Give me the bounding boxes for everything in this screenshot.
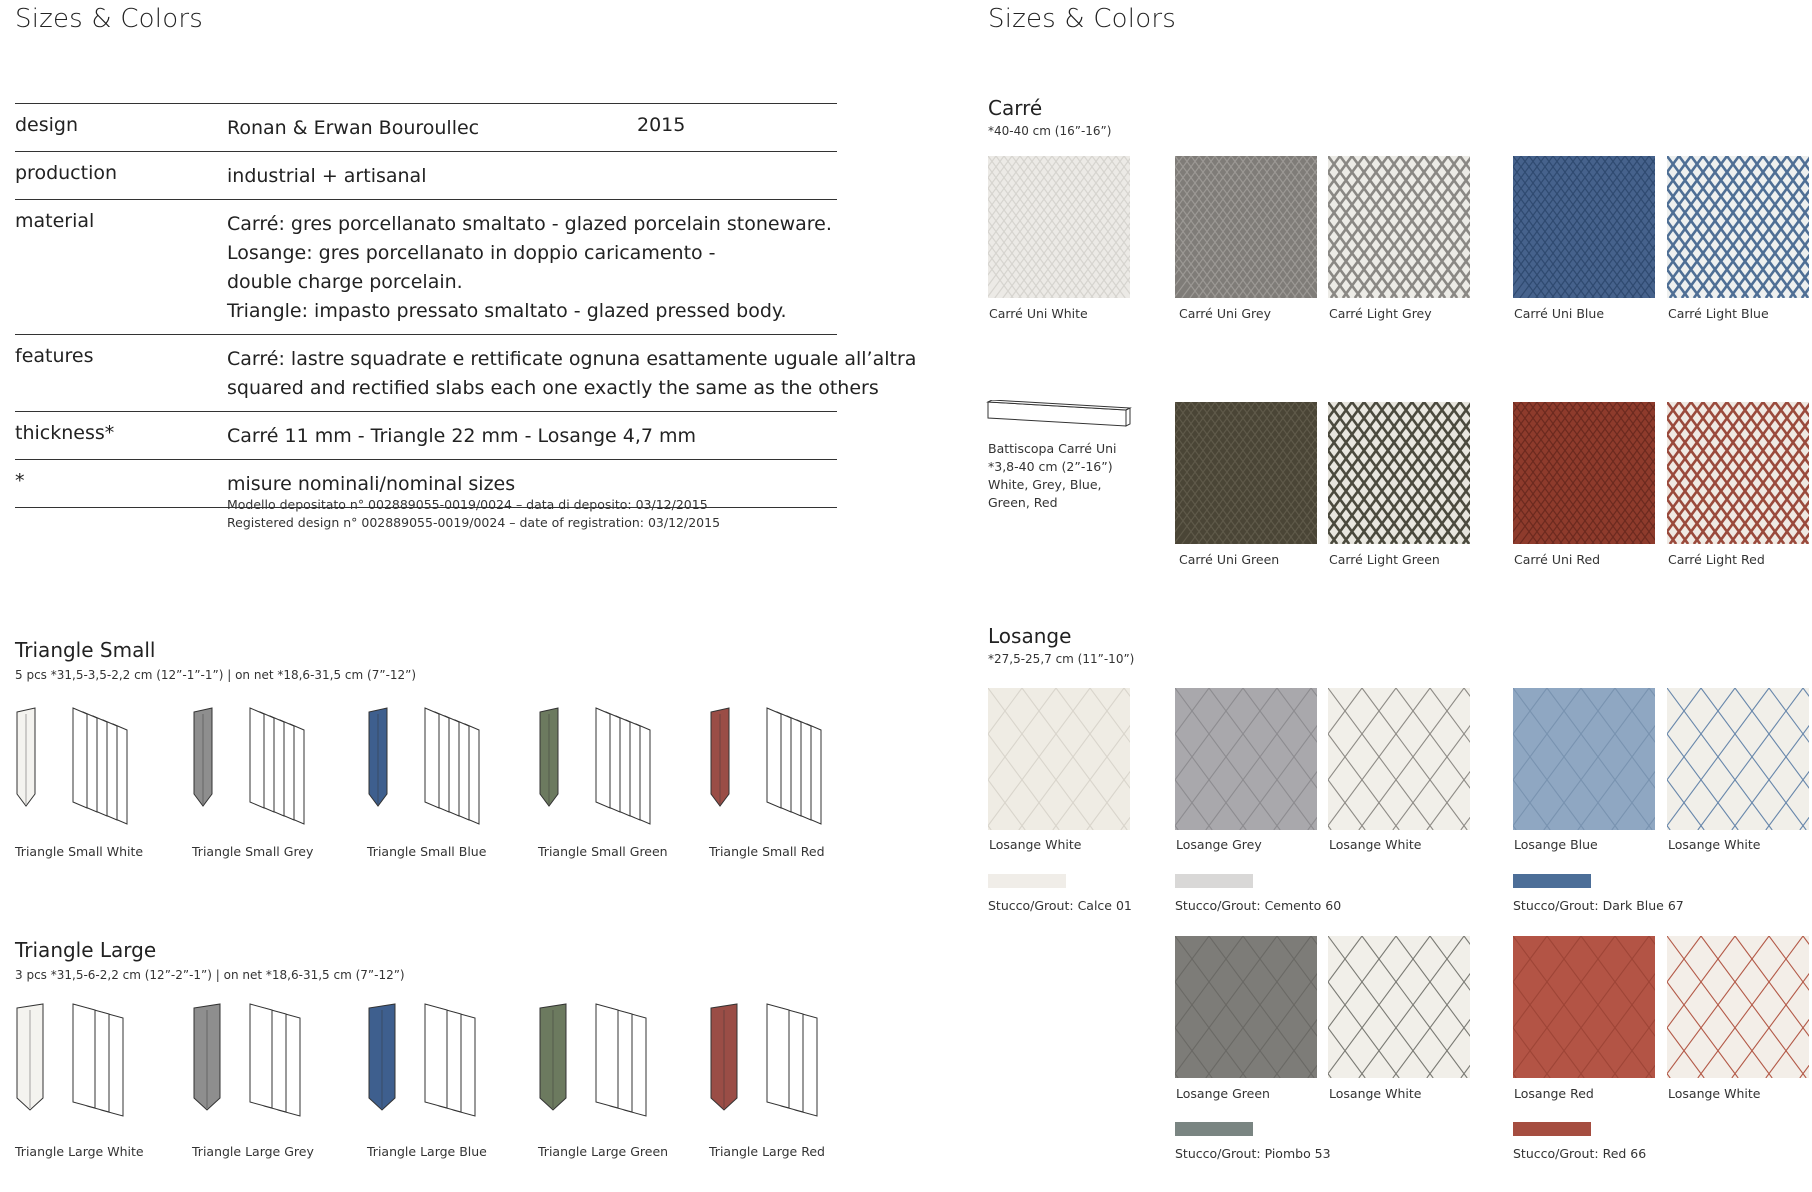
- grout-color-swatch: [1175, 1122, 1253, 1136]
- carre-subtitle: *40-40 cm (16”-16”): [988, 124, 1112, 138]
- grout-color-swatch: [1513, 874, 1591, 888]
- carre-tile-label: Carré Uni White: [989, 306, 1088, 321]
- spec-value: double charge porcelain.: [227, 271, 463, 293]
- triangle-small-title: Triangle Small: [15, 638, 156, 662]
- carre-tile: [988, 156, 1130, 298]
- triangle-product-image: [538, 706, 688, 836]
- spec-label: production: [15, 162, 118, 184]
- losange-tile-label: Losange White: [1668, 837, 1761, 852]
- losange-tile-label: Losange White: [1329, 1086, 1422, 1101]
- losange-tile-label: Losange Grey: [1176, 837, 1262, 852]
- losange-tile: [1175, 936, 1317, 1078]
- triangle-large-subtitle: 3 pcs *31,5-6-2,2 cm (12”-2”-1”) | on net *18,6-31,5 cm (7”-12”): [15, 968, 405, 982]
- skirting-line: Green, Red: [988, 495, 1058, 510]
- triangle-product-image: [15, 1002, 165, 1132]
- skirting-line: *3,8-40 cm (2”-16”): [988, 459, 1113, 474]
- triangle-product-image: [709, 1002, 859, 1132]
- losange-tile: [1328, 936, 1470, 1078]
- carre-title: Carré: [988, 96, 1043, 120]
- carre-tile: [1175, 156, 1317, 298]
- grout-label: Stucco/Grout: Piombo 53: [1175, 1146, 1331, 1161]
- triangle-product-image: [192, 706, 342, 836]
- grout-label: Stucco/Grout: Dark Blue 67: [1513, 898, 1684, 913]
- losange-tile-label: Losange Blue: [1514, 837, 1598, 852]
- triangle-product-image: [367, 1002, 517, 1132]
- skirting-line: Battiscopa Carré Uni: [988, 441, 1117, 456]
- spec-row-design: [15, 104, 837, 152]
- losange-tile: [1513, 688, 1655, 830]
- losange-tile-label: Losange Red: [1514, 1086, 1594, 1101]
- losange-tile: [988, 688, 1130, 830]
- losange-tile-label: Losange White: [1668, 1086, 1761, 1101]
- losange-subtitle: *27,5-25,7 cm (11”-10”): [988, 652, 1135, 666]
- carre-tile-label: Carré Light Blue: [1668, 306, 1769, 321]
- triangle-caption: Triangle Large Blue: [367, 1144, 487, 1159]
- carre-tile-label: Carré Uni Green: [1179, 552, 1280, 567]
- carre-tile: [1667, 402, 1809, 544]
- spec-value: squared and rectified slabs each one exactly the same as the others: [227, 377, 879, 399]
- carre-tile: [1513, 156, 1655, 298]
- triangle-caption: Triangle Small White: [15, 844, 144, 859]
- carre-tile-label: Carré Uni Grey: [1179, 306, 1271, 321]
- spec-value: Triangle: impasto pressato smaltato - glazed pressed body.: [227, 300, 787, 322]
- registration-notes: [227, 496, 720, 532]
- spec-row-thickness: [15, 412, 837, 460]
- carre-tile-label: Carré Uni Red: [1514, 552, 1601, 567]
- grout-label: Stucco/Grout: Cemento 60: [1175, 898, 1342, 913]
- spec-row-features: [15, 335, 917, 412]
- triangle-caption: Triangle Large Grey: [192, 1144, 314, 1159]
- carre-tile: [1328, 156, 1470, 298]
- carre-tile-label: Carré Light Red: [1668, 552, 1765, 567]
- triangle-product-image: [192, 1002, 342, 1132]
- spec-value: industrial + artisanal: [227, 165, 427, 187]
- triangle-large-title: Triangle Large: [15, 938, 157, 962]
- page-title-right: Sizes & Colors: [988, 4, 1176, 34]
- losange-tile: [1667, 936, 1809, 1078]
- spec-value: Carré 11 mm - Triangle 22 mm - Losange 4,7 mm: [227, 425, 697, 447]
- triangle-product-image: [15, 706, 165, 836]
- triangle-caption: Triangle Small Green: [538, 844, 668, 859]
- losange-tile: [1328, 688, 1470, 830]
- losange-tile-label: Losange White: [1329, 837, 1422, 852]
- skirting-line: White, Grey, Blue,: [988, 477, 1102, 492]
- grout-label: Stucco/Grout: Calce 01: [988, 898, 1132, 913]
- grout-color-swatch: [1175, 874, 1253, 888]
- losange-tile: [1667, 688, 1809, 830]
- grout-color-swatch: [1513, 1122, 1591, 1136]
- page-title-left: Sizes & Colors: [15, 4, 203, 34]
- spec-value: Losange: gres porcellanato in doppio caricamento -: [227, 242, 716, 264]
- skirting-board-image: [986, 400, 1132, 430]
- carre-tile-label: Carré Light Grey: [1329, 306, 1432, 321]
- triangle-product-image: [709, 706, 859, 836]
- spec-label: features: [15, 345, 94, 367]
- triangle-product-image: [538, 1002, 688, 1132]
- spec-value: Carré: gres porcellanato smaltato - glazed porcelain stoneware.: [227, 213, 832, 235]
- carre-tile-label: Carré Light Green: [1329, 552, 1440, 567]
- triangle-product-image: [367, 706, 517, 836]
- losange-tile: [1175, 688, 1317, 830]
- carre-tile: [1328, 402, 1470, 544]
- spec-row-production: [15, 152, 837, 200]
- carre-tile: [1667, 156, 1809, 298]
- spec-table: [15, 103, 917, 508]
- grout-label: Stucco/Grout: Red 66: [1513, 1146, 1647, 1161]
- spec-value: Ronan & Erwan Bouroullec: [227, 117, 480, 139]
- spec-label: *: [15, 470, 25, 492]
- carre-tile: [1513, 402, 1655, 544]
- grout-color-swatch: [988, 874, 1066, 888]
- losange-tile: [1513, 936, 1655, 1078]
- spec-value: Carré: lastre squadrate e rettificate ognuna esattamente uguale all’altra: [227, 348, 917, 370]
- triangle-caption: Triangle Large Red: [709, 1144, 825, 1159]
- triangle-caption: Triangle Small Red: [709, 844, 825, 859]
- triangle-caption: Triangle Large Green: [538, 1144, 669, 1159]
- losange-tile-label: Losange White: [989, 837, 1082, 852]
- carre-tile-label: Carré Uni Blue: [1514, 306, 1605, 321]
- triangle-caption: Triangle Small Grey: [192, 844, 314, 859]
- registration-line: Modello depositato n° 002889055-0019/0024 – data di deposito: 03/12/2015: [227, 497, 708, 512]
- skirting-caption: [988, 440, 1117, 512]
- triangle-caption: Triangle Small Blue: [367, 844, 487, 859]
- carre-tile: [1175, 402, 1317, 544]
- losange-title: Losange: [988, 624, 1072, 648]
- spec-value: misure nominali/nominal sizes: [227, 473, 516, 495]
- design-year: 2015: [637, 114, 686, 136]
- spec-label: thickness*: [15, 422, 115, 444]
- spec-label: material: [15, 210, 95, 232]
- spec-label: design: [15, 114, 79, 136]
- losange-tile-label: Losange Green: [1176, 1086, 1270, 1101]
- registration-line: Registered design n° 002889055-0019/0024 – date of registration: 03/12/2015: [227, 515, 721, 530]
- triangle-caption: Triangle Large White: [15, 1144, 144, 1159]
- spec-row-material: [15, 200, 837, 335]
- triangle-small-subtitle: 5 pcs *31,5-3,5-2,2 cm (12”-1”-1”) | on net *18,6-31,5 cm (7”-12”): [15, 668, 417, 682]
